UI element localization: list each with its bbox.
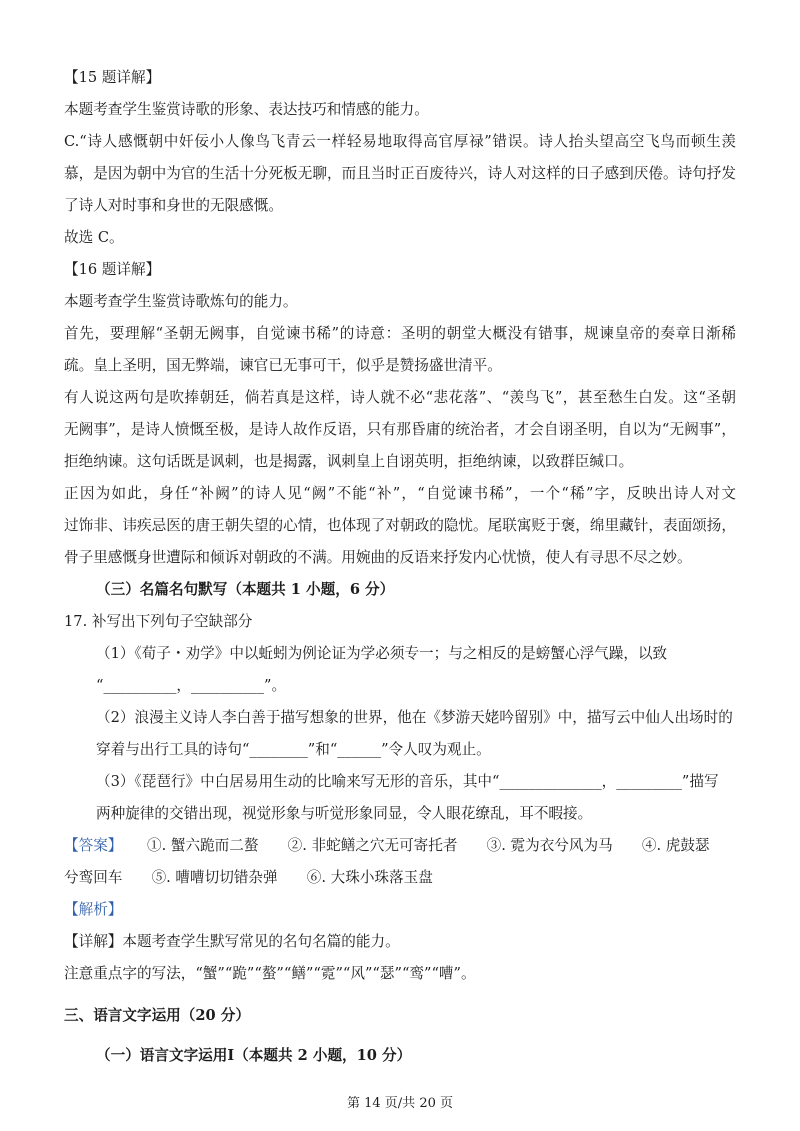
page-footer: 第 14 页/共 20 页 (347, 1096, 453, 1111)
q17-item3-a: （3）《琵琶行》中白居易用生动的比喻来写无形的音乐，其中“______________，_________”描写 (96, 773, 719, 790)
answer-line-1 (64, 836, 710, 856)
answer-text-1: ①. 蟹六跪而二螯 ②. 非蛇鳝之穴无可寄托者 ③. 霓为衣兮风为马 ④. 虎鼓瑟 (147, 837, 710, 854)
analysis-tag: 【解析】 (64, 901, 123, 918)
answer-tag: 【答案】 (64, 837, 123, 854)
q17-item2-a: （2）浪漫主义诗人李白善于描写想象的世界，他在《梦游天姥吟留别》中，描写云中仙人出场时的 (96, 709, 733, 726)
answer-line-2: 兮鸾回车 ⑤. 嘈嘈切切错杂弹 ⑥. 大珠小珠落玉盘 (64, 869, 433, 886)
q16-line-3: 有人说这两句是吹捧朝廷，倘若真是这样，诗人就不必“悲花落”、“羡鸟飞”，甚至愁生白发。这“圣朝 (64, 389, 736, 406)
section3-title: （三）名篇名句默写（本题共 1 小题，6 分） (96, 581, 395, 598)
q16-line-1: 首先，要理解“圣朝无阙事，自觉谏书稀”的诗意：圣明的朝堂大概没有错事，规谏皇帝的奏章日渐稀 (64, 325, 736, 342)
analysis-note: 注意重点字的写法，“蟹”“跪”“螯”“鳝”“霓”“风”“瑟”“鸾”“嘈”。 (64, 965, 476, 982)
q16-header: 【16 题详解】 (64, 261, 161, 278)
q16-line-8: 骨子里感慨身世遭际和倾诉对朝政的不满。用婉曲的反语来抒发内心忧愤，使人有寻思不尽之妙。 (64, 549, 692, 566)
analysis-detail: 【详解】本题考查学生默写常见的名句名篇的能力。 (64, 933, 400, 950)
q16-intro: 本题考查学生鉴赏诗歌炼句的能力。 (64, 293, 298, 310)
q15-conclusion: 故选 C。 (64, 229, 124, 246)
part3-subtitle: （一）语言文字运用Ⅰ（本题共 2 小题，10 分） (96, 1047, 412, 1064)
q17-item2-b: 穿着与出行工具的诗句“________”和“______”令人叹为观止。 (96, 741, 491, 758)
q15-line-2: 慕，是因为朝中为官的生活十分死板无聊，而且当时正百废待兴，诗人对这样的日子感到厌倦。诗句抒发 (64, 165, 736, 182)
q15-header: 【15 题详解】 (64, 69, 161, 86)
q15-line-3: 了诗人对时事和身世的无限感慨。 (64, 197, 283, 214)
part3-title: 三、语言文字运用（20 分） (64, 1007, 250, 1024)
q15-line-1: C.“诗人感慨朝中奸佞小人像鸟飞青云一样轻易地取得高官厚禄”错误。诗人抬头望高空飞鸟而顿生羡 (64, 133, 736, 150)
q16-line-2: 疏。皇上圣明，国无弊端，谏官已无事可干，似乎是赞扬盛世清平。 (64, 357, 502, 374)
q16-line-7: 过饰非、讳疾忌医的唐王朝失望的心情，也体现了对朝政的隐忧。尾联寓贬于褒，绵里藏针，表面颂扬， (64, 517, 736, 534)
q17-item3-b: 两种旋律的交错出现，视觉形象与听觉形象同显，令人眼花缭乱，耳不暇接。 (96, 805, 593, 822)
q16-line-6: 正因为如此，身任“补阙”的诗人见“阙”不能“补”，“自觉谏书稀”，一个“稀”字，反映出诗人对文 (64, 485, 736, 502)
q15-intro: 本题考查学生鉴赏诗歌的形象、表达技巧和情感的能力。 (64, 101, 429, 118)
q17-stem: 17. 补写出下列句子空缺部分 (64, 613, 253, 630)
q17-item1-a: （1）《荀子・劝学》中以蚯蚓为例论证为学必须专一；与之相反的是螃蟹心浮气躁，以致 (96, 645, 668, 662)
q16-line-5: 拒绝纳谏。这句话既是讽刺，也是揭露，讽刺皇上自诩英明，拒绝纳谏，以致群臣缄口。 (64, 453, 634, 470)
q17-item1-b: “__________，__________”。 (96, 677, 287, 694)
q16-line-4: 无阙事”，是诗人愤慨至极，是诗人故作反语，只有那昏庸的统治者，才会自诩圣明，自以为“无阙事”， (64, 421, 736, 438)
